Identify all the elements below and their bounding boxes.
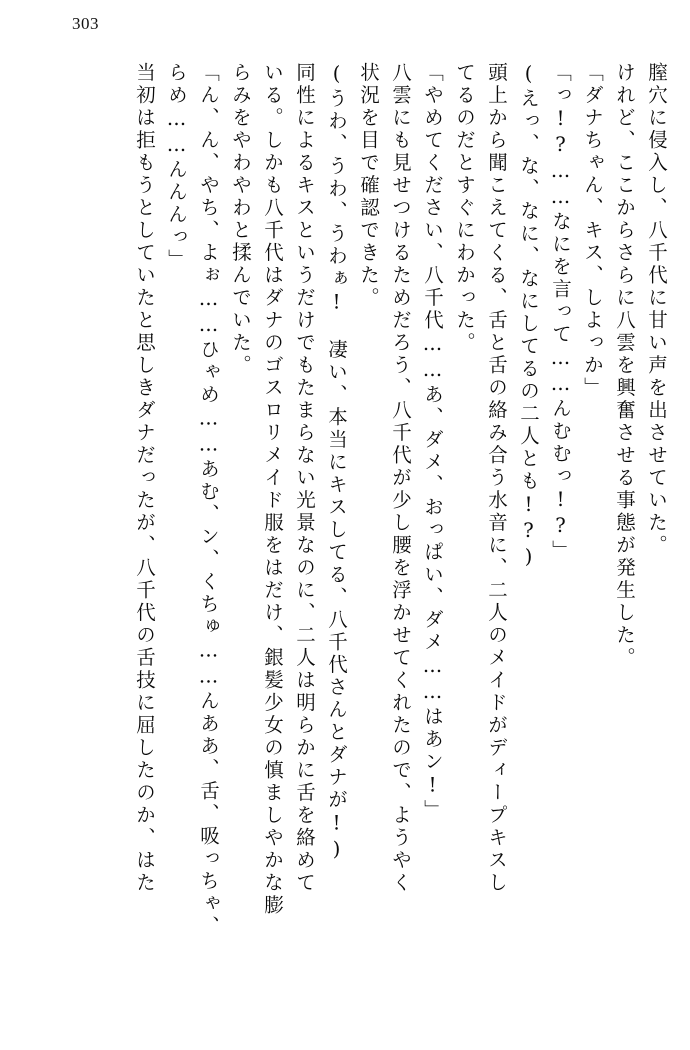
text-line: 状況を目で確認できた。 — [357, 62, 380, 310]
text-line: けれど、ここからさらに八雲を興奮させる事態が発生した。 — [613, 62, 636, 670]
text-line: (えっ、な、なに、なにしてるの二人とも!?) — [517, 62, 540, 571]
text-line: 「やめてください、八千代……あ、ダメ、おっぱい、ダメ……はあン!」 — [421, 62, 444, 822]
text-line: 「ダナちゃん、キス、しよっか」 — [581, 62, 604, 400]
text-line: てるのだとすぐにわかった。 — [453, 62, 476, 355]
text-line: (うわ、うわ、うわぁ! 凄い、本当にキスしてる、八千代さんとダナが!) — [325, 62, 348, 864]
text-line: 「ん、ん、やち、よぉ……ひゃめ……あむ、ン、くちゅ……んああ、舌、吸っちゃ、 — [197, 62, 220, 938]
vertical-text-body — [28, 62, 666, 1022]
text-line: 「っ!?……なにを言って……んむむっ!?」 — [549, 62, 572, 563]
text-line: いる。しかも八千代はダナのゴスロリメイド服をはだけ、銀髪少女の慎ましやかな膨 — [261, 62, 284, 917]
text-line: 頭上から聞こえてくる、舌と舌の絡み合う水音に、二人のメイドがディープキスし — [485, 62, 508, 895]
text-line: 同性によるキスというだけでもたまらない光景なのに、二人は明らかに舌を絡めて — [293, 62, 316, 895]
text-line: 八雲にも見せつけるためだろう、八千代が少し腰を浮かせてくれたので、ようやく — [389, 62, 412, 895]
text-line: 膣穴に侵入し、八千代に甘い声を出させていた。 — [645, 62, 668, 557]
text-line: らめ……んんんっ」 — [165, 62, 188, 272]
page-number: 303 — [72, 14, 99, 33]
text-line: らみをやわやわと揉んでいた。 — [229, 62, 252, 377]
text-line: 当初は拒もうとしていたと思しきダナだったが、八千代の舌技に屈したのか、はた — [133, 62, 156, 895]
